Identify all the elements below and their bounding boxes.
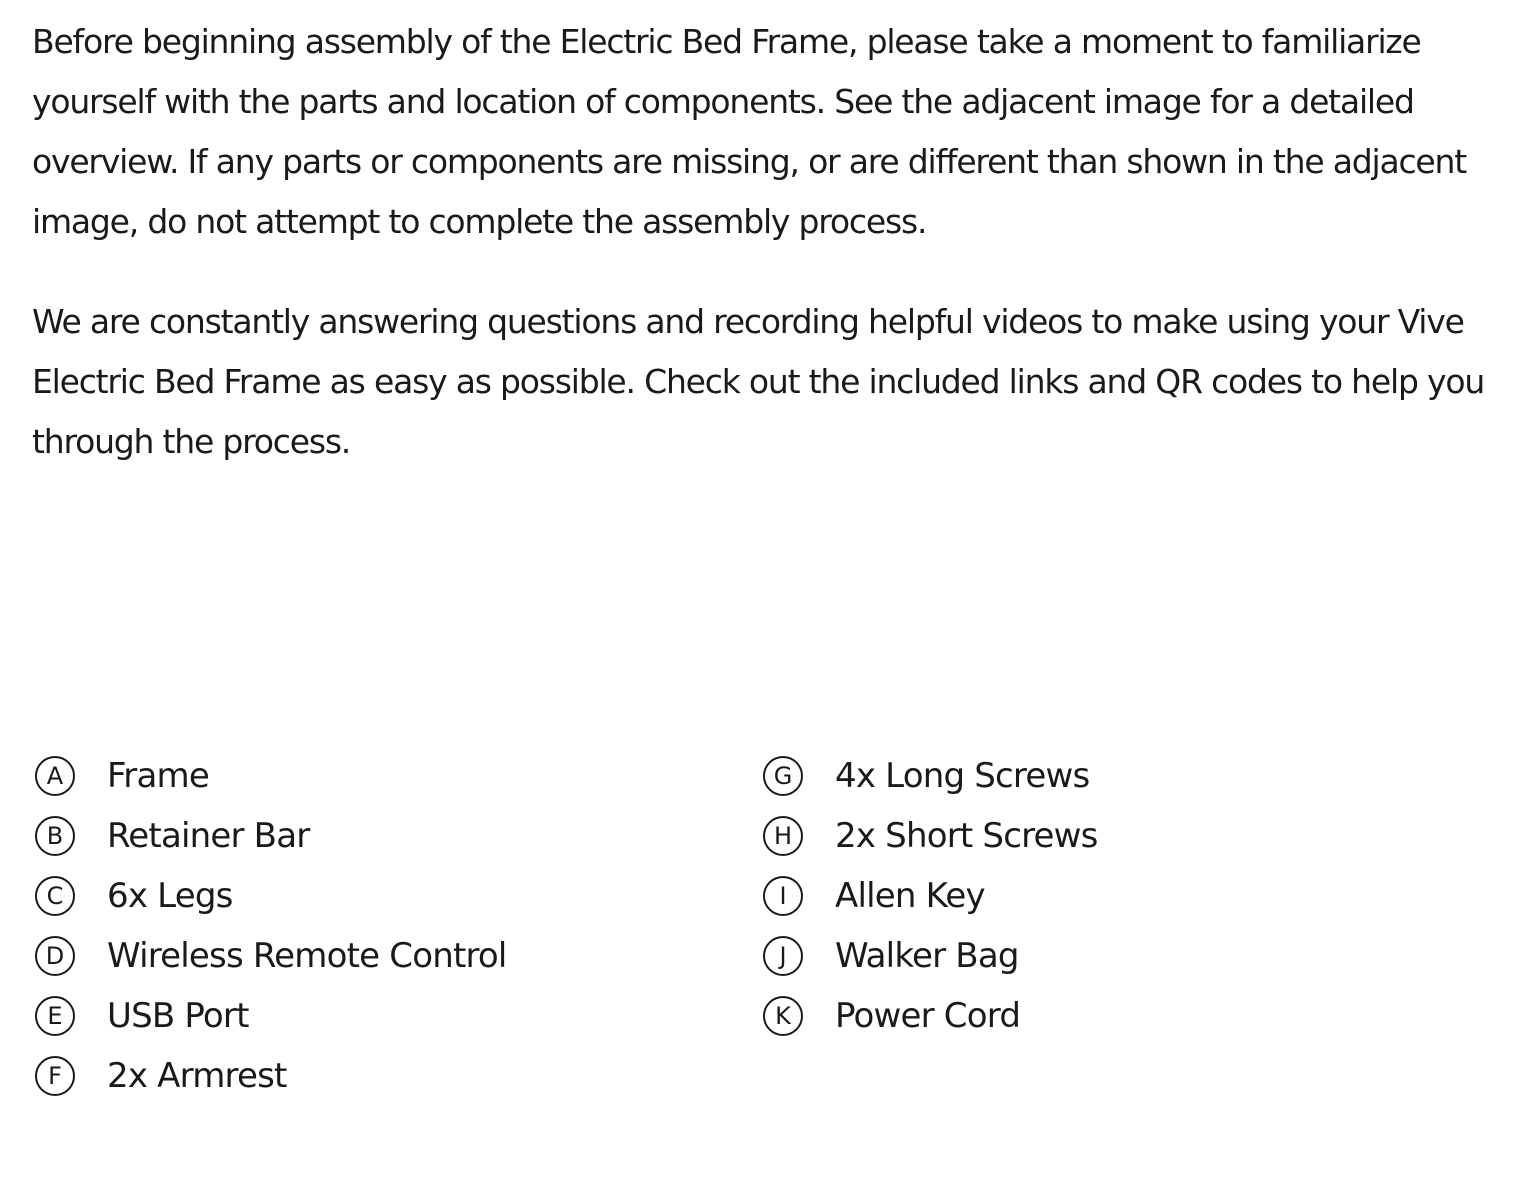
part-letter-badge: C (35, 876, 75, 916)
part-label: Retainer Bar (107, 816, 310, 856)
part-label: Walker Bag (835, 936, 1019, 976)
part-letter-badge: J (763, 936, 803, 976)
part-letter-badge: E (35, 996, 75, 1036)
help-paragraph: We are constantly answering questions and recording helpful videos to make using your Vive Electric Bed Frame as easy as possible. Check out the included links and QR codes to help you through the process. (32, 302, 1485, 461)
part-item (763, 986, 1098, 1046)
part-letter-badge: A (35, 756, 75, 796)
part-item (763, 866, 1098, 926)
part-item (35, 1046, 507, 1106)
part-letter-badge: D (35, 936, 75, 976)
part-letter-badge: I (763, 876, 803, 916)
part-letter-badge: H (763, 816, 803, 856)
intro-paragraph: Before beginning assembly of the Electric Bed Frame, please take a moment to familiarize yourself with the parts and location of components. See the adjacent image for a detailed overview. If any parts or components are missing, or are different than shown in the adjacent image, do not attempt to complete the assembly process. (32, 22, 1466, 241)
part-label: Power Cord (835, 996, 1021, 1036)
part-letter-badge: G (763, 756, 803, 796)
part-label: 6x Legs (107, 876, 233, 916)
parts-list-right (763, 746, 1098, 1046)
part-item (35, 746, 507, 806)
part-item (763, 746, 1098, 806)
part-label: Frame (107, 756, 209, 796)
part-label: 2x Short Screws (835, 816, 1098, 856)
part-letter-badge: K (763, 996, 803, 1036)
part-item (763, 926, 1098, 986)
part-label: Wireless Remote Control (107, 936, 507, 976)
part-label: 2x Armrest (107, 1056, 287, 1096)
part-item (35, 986, 507, 1046)
part-label: 4x Long Screws (835, 756, 1090, 796)
part-item (35, 806, 507, 866)
part-letter-badge: B (35, 816, 75, 856)
parts-list-left (35, 746, 507, 1106)
part-item (35, 866, 507, 926)
part-letter-badge: F (35, 1056, 75, 1096)
part-item (763, 806, 1098, 866)
part-item (35, 926, 507, 986)
part-label: USB Port (107, 996, 249, 1036)
part-label: Allen Key (835, 876, 985, 916)
